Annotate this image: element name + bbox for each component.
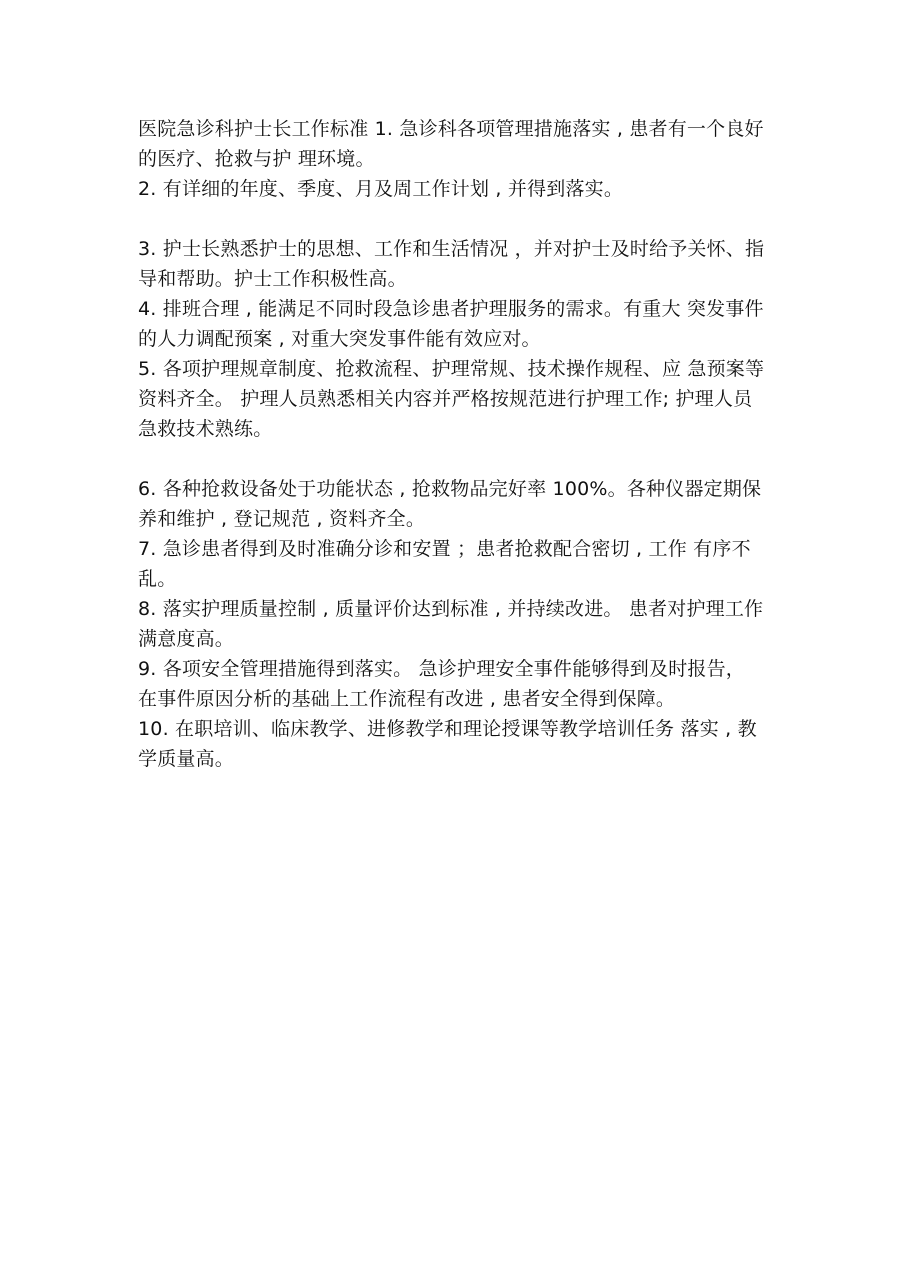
paragraph-1: 医院急诊科护士长工作标准 1. 急诊科各项管理措施落实 , 患者有一个良好的医疗、抢救与护 理环境。: [138, 118, 764, 170]
paragraph-8: 8. 落实护理质量控制 , 质量评价达到标准 , 并持续改进。 患者对护理工作满意度高。: [138, 598, 764, 650]
paragraph-7: 7. 急诊患者得到及时准确分诊和安置 ；患者抢救配合密切 , 工作 有序不乱。: [138, 538, 751, 590]
document-body: [138, 114, 770, 774]
paragraph-4: 4. 排班合理 , 能满足不同时段急诊患者护理服务的需求。有重大 突发事件的人力调配预案 , 对重大突发事件能有效应对。: [138, 298, 764, 350]
paragraph-9: 9. 各项安全管理措施得到落实。 急诊护理安全事件能够得到及时报告， 在事件原因分析的基础上工作流程有改进 , 患者安全得到保障。: [138, 658, 746, 710]
paragraph-6: 6. 各种抢救设备处于功能状态 , 抢救物品完好率 100%。各种仪器定期保养和维护 , 登记规范 , 资料齐全。: [138, 478, 762, 530]
paragraph-2: 2. 有详细的年度、季度、月及周工作计划 , 并得到落实。: [138, 178, 624, 200]
paragraph-3: 3. 护士长熟悉护士的思想、工作和生活情况 ，并对护士及时给予关怀、指导和帮助。护士工作积极性高。: [138, 238, 765, 290]
paragraph-5: 5. 各项护理规章制度、抢救流程、护理常规、技术操作规程、应 急预案等资料齐全。 护理人员熟悉相关内容并严格按规范进行护理工作; 护理人员急救技术熟练。: [138, 358, 765, 440]
paragraph-10: 10. 在职培训、临床教学、进修教学和理论授课等教学培训任务 落实 , 教学质量高。: [138, 718, 757, 770]
blank-line: [138, 444, 770, 474]
blank-line: [138, 204, 770, 234]
